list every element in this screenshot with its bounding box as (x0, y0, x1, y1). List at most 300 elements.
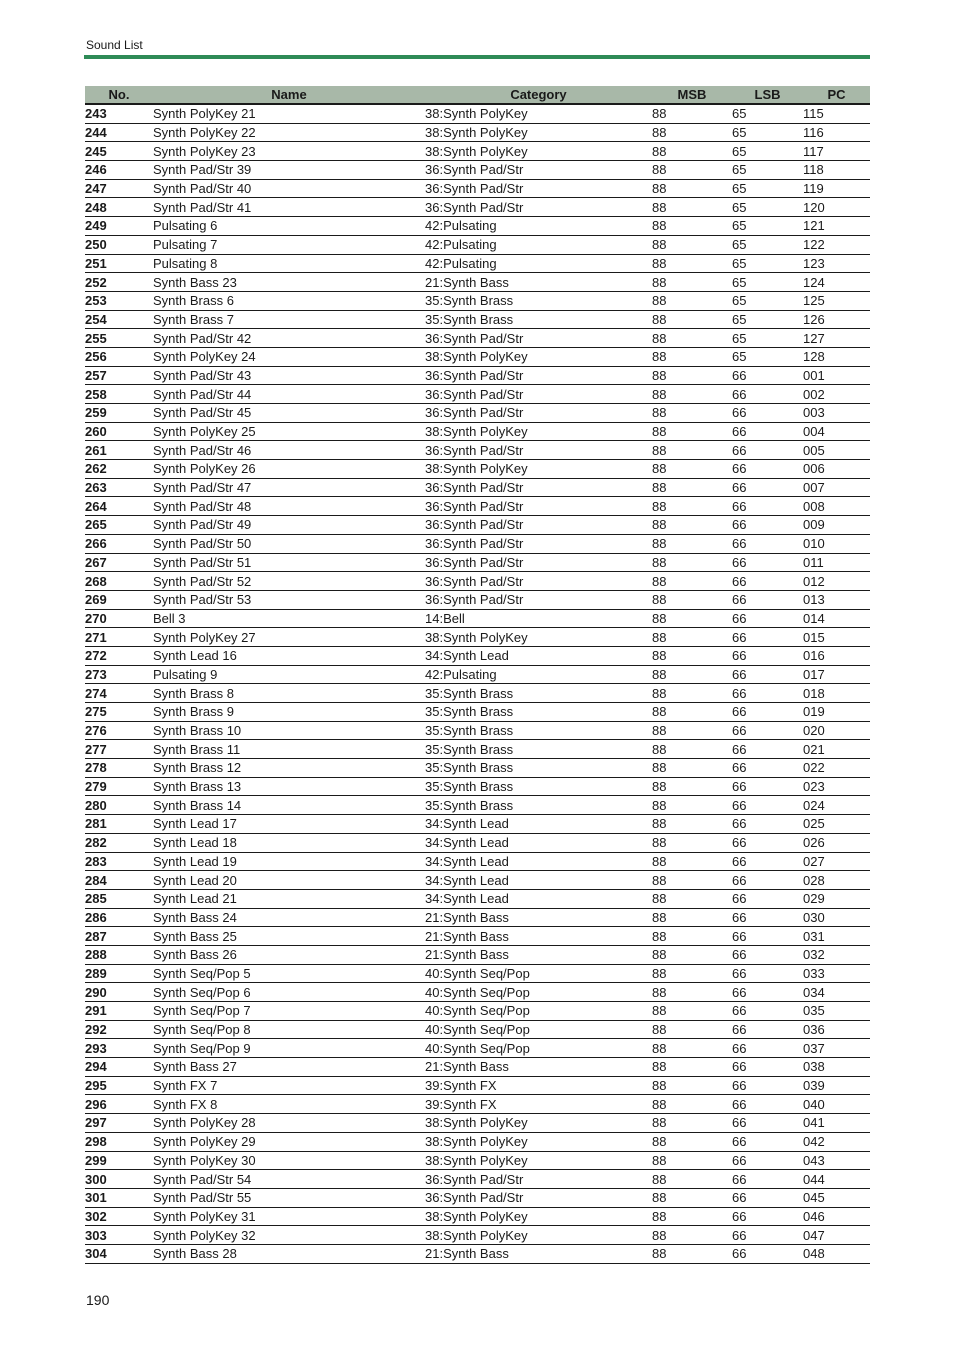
cell-lsb: 65 (732, 179, 803, 198)
cell-category: 35:Synth Brass (425, 684, 652, 703)
cell-pc: 007 (803, 478, 870, 497)
cell-no: 287 (85, 927, 153, 946)
cell-lsb: 66 (732, 889, 803, 908)
cell-lsb: 66 (732, 590, 803, 609)
cell-name: Synth Pad/Str 42 (153, 329, 425, 348)
table-row (85, 385, 870, 404)
cell-lsb: 66 (732, 1114, 803, 1133)
cell-name: Synth Seq/Pop 6 (153, 983, 425, 1002)
cell-lsb: 66 (732, 609, 803, 628)
table-row (85, 161, 870, 180)
cell-name: Synth PolyKey 23 (153, 142, 425, 161)
cell-category: 34:Synth Lead (425, 815, 652, 834)
table-row (85, 553, 870, 572)
cell-category: 36:Synth Pad/Str (425, 179, 652, 198)
table-row (85, 665, 870, 684)
cell-category: 35:Synth Brass (425, 291, 652, 310)
cell-no: 245 (85, 142, 153, 161)
cell-category: 38:Synth PolyKey (425, 142, 652, 161)
cell-name: Synth Pad/Str 44 (153, 385, 425, 404)
table-row (85, 142, 870, 161)
cell-name: Synth Seq/Pop 8 (153, 1020, 425, 1039)
cell-category: 35:Synth Brass (425, 310, 652, 329)
cell-msb: 88 (652, 1132, 732, 1151)
cell-lsb: 66 (732, 777, 803, 796)
cell-pc: 003 (803, 404, 870, 423)
cell-lsb: 65 (732, 123, 803, 142)
cell-lsb: 65 (732, 198, 803, 217)
cell-msb: 88 (652, 777, 732, 796)
cell-msb: 88 (652, 759, 732, 778)
table-row (85, 273, 870, 292)
cell-pc: 034 (803, 983, 870, 1002)
cell-pc: 128 (803, 347, 870, 366)
table-row (85, 684, 870, 703)
cell-category: 21:Synth Bass (425, 273, 652, 292)
cell-msb: 88 (652, 684, 732, 703)
table-row (85, 1188, 870, 1207)
table-row (85, 198, 870, 217)
cell-name: Synth Lead 16 (153, 646, 425, 665)
cell-lsb: 66 (732, 404, 803, 423)
cell-msb: 88 (652, 983, 732, 1002)
cell-no: 246 (85, 161, 153, 180)
cell-msb: 88 (652, 422, 732, 441)
cell-lsb: 66 (732, 796, 803, 815)
column-header-category: Category (425, 86, 652, 104)
column-header-msb: MSB (652, 86, 732, 104)
table-row (85, 1151, 870, 1170)
table-row (85, 1244, 870, 1263)
table-row (85, 983, 870, 1002)
cell-pc: 018 (803, 684, 870, 703)
cell-msb: 88 (652, 609, 732, 628)
cell-no: 283 (85, 852, 153, 871)
cell-name: Synth PolyKey 28 (153, 1114, 425, 1133)
cell-lsb: 66 (732, 1058, 803, 1077)
cell-category: 36:Synth Pad/Str (425, 553, 652, 572)
cell-name: Synth Bass 25 (153, 927, 425, 946)
cell-name: Synth Pad/Str 39 (153, 161, 425, 180)
table-row (85, 404, 870, 423)
table-row (85, 628, 870, 647)
table-row (85, 759, 870, 778)
cell-no: 257 (85, 366, 153, 385)
table-row (85, 1020, 870, 1039)
cell-pc: 005 (803, 441, 870, 460)
cell-pc: 012 (803, 572, 870, 591)
cell-category: 38:Synth PolyKey (425, 1114, 652, 1133)
cell-category: 38:Synth PolyKey (425, 628, 652, 647)
cell-msb: 88 (652, 871, 732, 890)
cell-category: 38:Synth PolyKey (425, 1207, 652, 1226)
cell-no: 288 (85, 945, 153, 964)
cell-no: 303 (85, 1226, 153, 1245)
cell-name: Synth Lead 17 (153, 815, 425, 834)
cell-pc: 031 (803, 927, 870, 946)
cell-lsb: 66 (732, 1002, 803, 1021)
cell-category: 35:Synth Brass (425, 777, 652, 796)
table-row (85, 927, 870, 946)
cell-msb: 88 (652, 310, 732, 329)
cell-lsb: 66 (732, 1095, 803, 1114)
cell-lsb: 66 (732, 1076, 803, 1095)
cell-no: 243 (85, 104, 153, 123)
cell-pc: 035 (803, 1002, 870, 1021)
cell-no: 281 (85, 815, 153, 834)
cell-category: 38:Synth PolyKey (425, 104, 652, 123)
cell-pc: 120 (803, 198, 870, 217)
cell-no: 290 (85, 983, 153, 1002)
cell-pc: 115 (803, 104, 870, 123)
cell-no: 265 (85, 516, 153, 535)
cell-lsb: 66 (732, 366, 803, 385)
table-row (85, 777, 870, 796)
cell-pc: 042 (803, 1132, 870, 1151)
cell-lsb: 66 (732, 871, 803, 890)
cell-pc: 043 (803, 1151, 870, 1170)
table-row (85, 310, 870, 329)
cell-name: Pulsating 7 (153, 235, 425, 254)
cell-msb: 88 (652, 366, 732, 385)
column-header-lsb: LSB (732, 86, 803, 104)
cell-msb: 88 (652, 964, 732, 983)
cell-lsb: 65 (732, 217, 803, 236)
cell-lsb: 65 (732, 291, 803, 310)
cell-pc: 027 (803, 852, 870, 871)
table-row (85, 291, 870, 310)
table-row (85, 534, 870, 553)
cell-category: 40:Synth Seq/Pop (425, 983, 652, 1002)
cell-pc: 127 (803, 329, 870, 348)
cell-category: 36:Synth Pad/Str (425, 590, 652, 609)
cell-msb: 88 (652, 908, 732, 927)
cell-name: Pulsating 6 (153, 217, 425, 236)
cell-category: 39:Synth FX (425, 1095, 652, 1114)
table-row (85, 1076, 870, 1095)
header-divider (84, 55, 870, 59)
cell-msb: 88 (652, 1114, 732, 1133)
cell-pc: 037 (803, 1039, 870, 1058)
cell-name: Synth Lead 21 (153, 889, 425, 908)
cell-no: 269 (85, 590, 153, 609)
cell-category: 36:Synth Pad/Str (425, 497, 652, 516)
cell-msb: 88 (652, 142, 732, 161)
cell-no: 296 (85, 1095, 153, 1114)
cell-pc: 119 (803, 179, 870, 198)
cell-no: 254 (85, 310, 153, 329)
cell-lsb: 65 (732, 235, 803, 254)
table-row (85, 497, 870, 516)
table-row (85, 572, 870, 591)
cell-no: 292 (85, 1020, 153, 1039)
cell-name: Synth Pad/Str 45 (153, 404, 425, 423)
cell-pc: 016 (803, 646, 870, 665)
cell-no: 272 (85, 646, 153, 665)
cell-lsb: 66 (732, 927, 803, 946)
cell-category: 42:Pulsating (425, 217, 652, 236)
table-row (85, 179, 870, 198)
cell-category: 34:Synth Lead (425, 889, 652, 908)
cell-name: Synth Pad/Str 46 (153, 441, 425, 460)
table-row (85, 815, 870, 834)
cell-name: Synth Brass 7 (153, 310, 425, 329)
cell-no: 244 (85, 123, 153, 142)
cell-category: 36:Synth Pad/Str (425, 161, 652, 180)
cell-no: 302 (85, 1207, 153, 1226)
cell-pc: 045 (803, 1188, 870, 1207)
cell-pc: 025 (803, 815, 870, 834)
table-row (85, 1058, 870, 1077)
cell-name: Synth PolyKey 21 (153, 104, 425, 123)
table-row (85, 646, 870, 665)
cell-pc: 122 (803, 235, 870, 254)
cell-no: 266 (85, 534, 153, 553)
cell-category: 21:Synth Bass (425, 1244, 652, 1263)
cell-category: 38:Synth PolyKey (425, 1151, 652, 1170)
table-row (85, 217, 870, 236)
cell-category: 38:Synth PolyKey (425, 347, 652, 366)
cell-msb: 88 (652, 254, 732, 273)
cell-pc: 019 (803, 703, 870, 722)
cell-msb: 88 (652, 590, 732, 609)
cell-no: 267 (85, 553, 153, 572)
cell-lsb: 66 (732, 852, 803, 871)
cell-category: 40:Synth Seq/Pop (425, 1020, 652, 1039)
cell-category: 38:Synth PolyKey (425, 460, 652, 479)
cell-name: Synth PolyKey 22 (153, 123, 425, 142)
cell-name: Synth PolyKey 24 (153, 347, 425, 366)
cell-pc: 047 (803, 1226, 870, 1245)
table-row (85, 347, 870, 366)
cell-no: 299 (85, 1151, 153, 1170)
cell-category: 36:Synth Pad/Str (425, 404, 652, 423)
cell-category: 35:Synth Brass (425, 721, 652, 740)
cell-lsb: 66 (732, 1151, 803, 1170)
cell-pc: 017 (803, 665, 870, 684)
cell-category: 35:Synth Brass (425, 796, 652, 815)
cell-pc: 008 (803, 497, 870, 516)
cell-msb: 88 (652, 1095, 732, 1114)
cell-no: 285 (85, 889, 153, 908)
table-row (85, 1170, 870, 1189)
column-header-pc: PC (803, 86, 870, 104)
table-row (85, 1226, 870, 1245)
cell-lsb: 65 (732, 310, 803, 329)
cell-name: Synth Seq/Pop 9 (153, 1039, 425, 1058)
cell-name: Synth Pad/Str 51 (153, 553, 425, 572)
cell-lsb: 66 (732, 478, 803, 497)
cell-no: 284 (85, 871, 153, 890)
cell-lsb: 66 (732, 1207, 803, 1226)
cell-msb: 88 (652, 1002, 732, 1021)
cell-lsb: 66 (732, 833, 803, 852)
cell-no: 286 (85, 908, 153, 927)
cell-name: Synth Brass 12 (153, 759, 425, 778)
cell-pc: 033 (803, 964, 870, 983)
table-row (85, 703, 870, 722)
cell-name: Synth Brass 14 (153, 796, 425, 815)
cell-category: 42:Pulsating (425, 254, 652, 273)
cell-pc: 124 (803, 273, 870, 292)
cell-no: 263 (85, 478, 153, 497)
table-row (85, 833, 870, 852)
cell-lsb: 65 (732, 142, 803, 161)
cell-name: Pulsating 8 (153, 254, 425, 273)
cell-lsb: 66 (732, 1132, 803, 1151)
cell-no: 273 (85, 665, 153, 684)
cell-no: 274 (85, 684, 153, 703)
table-row (85, 1114, 870, 1133)
cell-pc: 026 (803, 833, 870, 852)
cell-msb: 88 (652, 740, 732, 759)
table-row (85, 889, 870, 908)
cell-pc: 118 (803, 161, 870, 180)
cell-no: 297 (85, 1114, 153, 1133)
cell-msb: 88 (652, 347, 732, 366)
cell-lsb: 66 (732, 740, 803, 759)
cell-name: Synth Lead 18 (153, 833, 425, 852)
cell-name: Synth Bass 28 (153, 1244, 425, 1263)
cell-pc: 046 (803, 1207, 870, 1226)
cell-lsb: 66 (732, 497, 803, 516)
cell-pc: 126 (803, 310, 870, 329)
cell-category: 35:Synth Brass (425, 740, 652, 759)
cell-pc: 006 (803, 460, 870, 479)
cell-msb: 88 (652, 945, 732, 964)
cell-no: 300 (85, 1170, 153, 1189)
cell-name: Synth Lead 19 (153, 852, 425, 871)
cell-lsb: 66 (732, 1226, 803, 1245)
cell-lsb: 66 (732, 684, 803, 703)
cell-pc: 039 (803, 1076, 870, 1095)
cell-pc: 013 (803, 590, 870, 609)
cell-name: Synth Pad/Str 43 (153, 366, 425, 385)
cell-lsb: 66 (732, 908, 803, 927)
cell-lsb: 66 (732, 815, 803, 834)
cell-name: Synth Pad/Str 53 (153, 590, 425, 609)
table-row (85, 1132, 870, 1151)
cell-no: 262 (85, 460, 153, 479)
cell-msb: 88 (652, 1020, 732, 1039)
cell-msb: 88 (652, 1039, 732, 1058)
cell-msb: 88 (652, 852, 732, 871)
cell-msb: 88 (652, 1076, 732, 1095)
cell-no: 301 (85, 1188, 153, 1207)
cell-name: Synth Brass 8 (153, 684, 425, 703)
cell-name: Synth Pad/Str 52 (153, 572, 425, 591)
cell-pc: 041 (803, 1114, 870, 1133)
cell-no: 252 (85, 273, 153, 292)
cell-lsb: 66 (732, 553, 803, 572)
cell-lsb: 66 (732, 1020, 803, 1039)
cell-category: 36:Synth Pad/Str (425, 1188, 652, 1207)
cell-pc: 001 (803, 366, 870, 385)
cell-name: Synth Lead 20 (153, 871, 425, 890)
cell-pc: 014 (803, 609, 870, 628)
cell-pc: 036 (803, 1020, 870, 1039)
table-row (85, 422, 870, 441)
cell-no: 291 (85, 1002, 153, 1021)
table-row (85, 609, 870, 628)
cell-lsb: 66 (732, 665, 803, 684)
cell-no: 294 (85, 1058, 153, 1077)
cell-no: 304 (85, 1244, 153, 1263)
cell-name: Synth PolyKey 29 (153, 1132, 425, 1151)
cell-pc: 010 (803, 534, 870, 553)
cell-pc: 021 (803, 740, 870, 759)
cell-name: Synth Brass 11 (153, 740, 425, 759)
cell-msb: 88 (652, 161, 732, 180)
cell-category: 34:Synth Lead (425, 871, 652, 890)
cell-category: 36:Synth Pad/Str (425, 366, 652, 385)
cell-lsb: 66 (732, 516, 803, 535)
cell-msb: 88 (652, 796, 732, 815)
cell-name: Synth PolyKey 31 (153, 1207, 425, 1226)
cell-no: 278 (85, 759, 153, 778)
cell-msb: 88 (652, 198, 732, 217)
cell-no: 282 (85, 833, 153, 852)
cell-name: Synth Pad/Str 54 (153, 1170, 425, 1189)
cell-msb: 88 (652, 646, 732, 665)
cell-msb: 88 (652, 1170, 732, 1189)
cell-lsb: 66 (732, 441, 803, 460)
table-row (85, 871, 870, 890)
cell-name: Synth Pad/Str 40 (153, 179, 425, 198)
cell-msb: 88 (652, 460, 732, 479)
cell-pc: 023 (803, 777, 870, 796)
cell-lsb: 66 (732, 534, 803, 553)
cell-category: 36:Synth Pad/Str (425, 1170, 652, 1189)
cell-category: 34:Synth Lead (425, 833, 652, 852)
table-header-row (85, 86, 870, 104)
table-row (85, 590, 870, 609)
cell-name: Synth PolyKey 25 (153, 422, 425, 441)
cell-msb: 88 (652, 721, 732, 740)
cell-lsb: 65 (732, 329, 803, 348)
cell-msb: 88 (652, 665, 732, 684)
cell-name: Synth Brass 13 (153, 777, 425, 796)
cell-pc: 040 (803, 1095, 870, 1114)
cell-msb: 88 (652, 404, 732, 423)
cell-pc: 028 (803, 871, 870, 890)
cell-category: 38:Synth PolyKey (425, 1226, 652, 1245)
cell-no: 249 (85, 217, 153, 236)
cell-lsb: 66 (732, 422, 803, 441)
table-row (85, 964, 870, 983)
cell-msb: 88 (652, 104, 732, 123)
table-row (85, 908, 870, 927)
cell-lsb: 66 (732, 964, 803, 983)
cell-name: Bell 3 (153, 609, 425, 628)
sound-list-table (85, 86, 870, 1264)
cell-no: 259 (85, 404, 153, 423)
table-row (85, 1002, 870, 1021)
cell-no: 251 (85, 254, 153, 273)
table-row (85, 796, 870, 815)
cell-category: 36:Synth Pad/Str (425, 516, 652, 535)
cell-msb: 88 (652, 123, 732, 142)
cell-category: 36:Synth Pad/Str (425, 572, 652, 591)
cell-name: Synth Seq/Pop 7 (153, 1002, 425, 1021)
cell-lsb: 66 (732, 759, 803, 778)
cell-no: 275 (85, 703, 153, 722)
cell-lsb: 66 (732, 1039, 803, 1058)
page-number: 190 (86, 1292, 110, 1308)
cell-msb: 88 (652, 179, 732, 198)
cell-pc: 009 (803, 516, 870, 535)
table-row (85, 1207, 870, 1226)
